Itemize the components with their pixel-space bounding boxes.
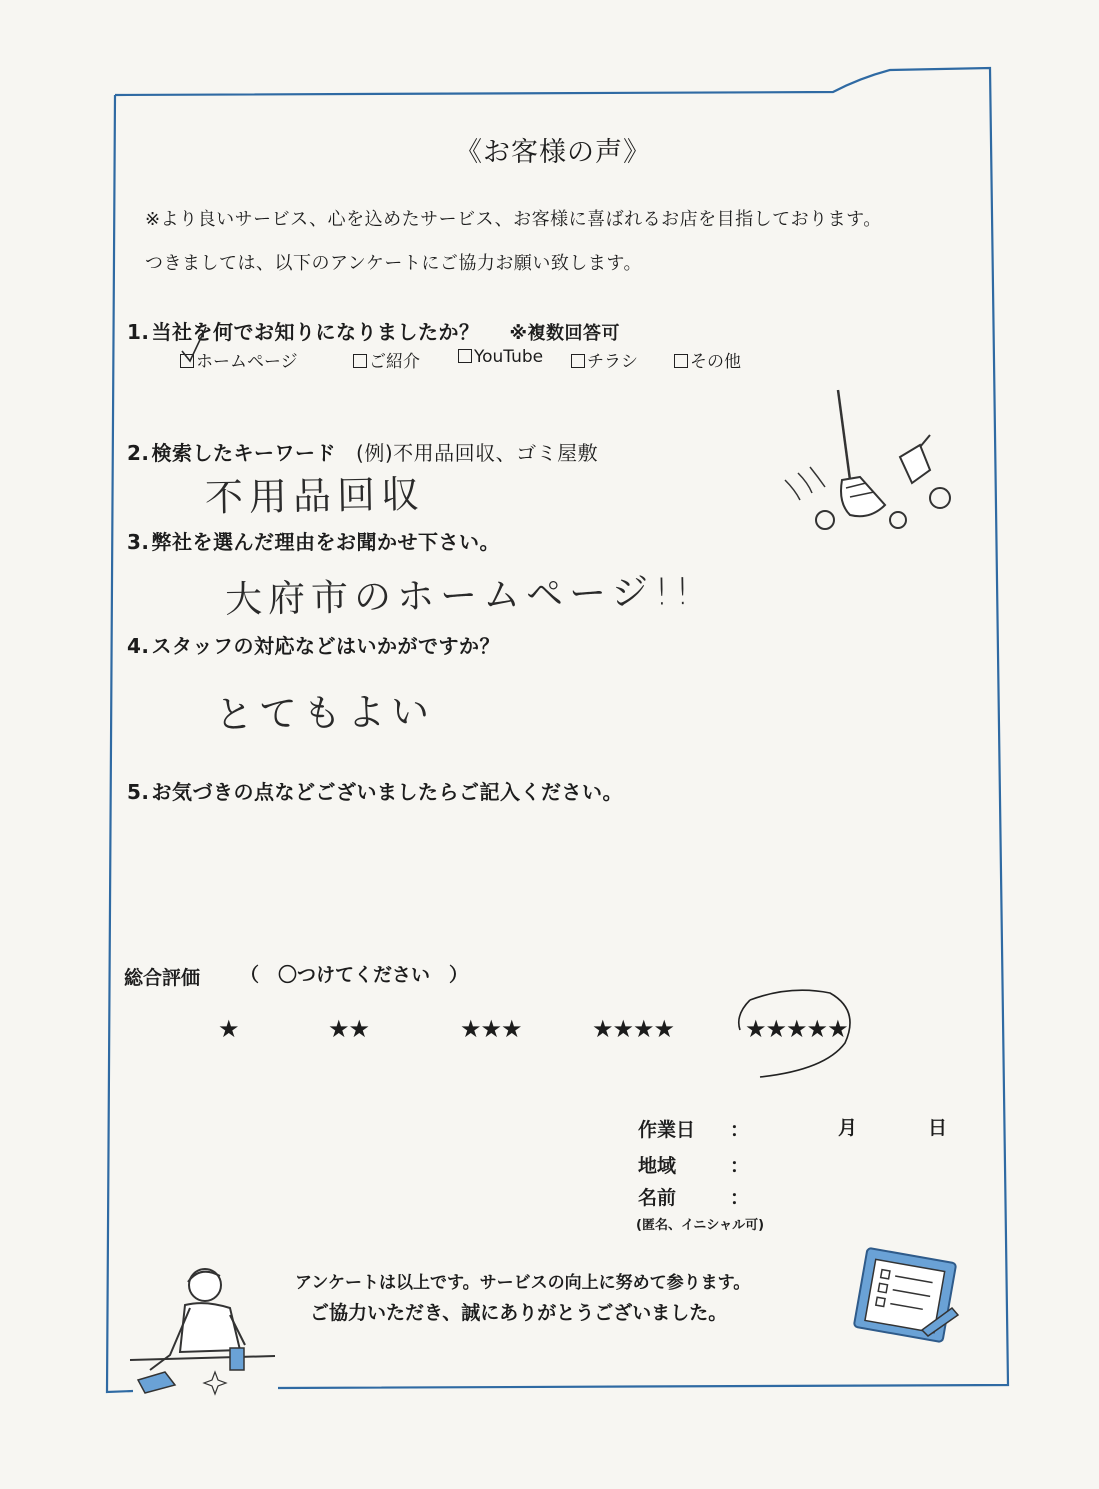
clipboard-icon [850, 1240, 960, 1345]
question-5: 5. お気づきの点などございましたらご記入ください。 [127, 780, 624, 804]
rating-option-4[interactable]: ★★★★ [592, 1015, 675, 1043]
option-other[interactable]: その他 [674, 347, 741, 372]
option-homepage[interactable]: ホームページ [180, 347, 298, 372]
option-youtube[interactable]: YouTube [458, 347, 543, 367]
checkbox-flyer [571, 354, 585, 368]
intro-line-1: ※より良いサービス、心を込めたサービス、お客様に喜ばれるお店を目指しております。 [145, 209, 882, 230]
checkbox-referral [353, 354, 367, 368]
rating-option-3[interactable]: ★★★ [460, 1015, 522, 1043]
name-label: 名前 [638, 1187, 677, 1209]
checkmark-icon [180, 325, 210, 365]
broom-dustpan-icon [780, 385, 960, 535]
answer-2-handwriting: 不用品回収 [204, 472, 426, 520]
closing-line-1: アンケートは以上です。サービスの向上に努めて参ります。 [295, 1273, 751, 1293]
intro-line-2: つきましては、以下のアンケートにご協力お願い致します。 [145, 253, 642, 274]
option-flyer[interactable]: チラシ [571, 347, 638, 372]
question-3: 3. 弊社を選んだ理由をお聞かせ下さい。 [127, 530, 501, 554]
checkbox-youtube [458, 349, 472, 363]
rating-label: 総合評価 [124, 967, 201, 989]
work-date-label: 作業日 [638, 1119, 696, 1141]
question-2: 2. 検索したキーワード (例)不用品回収、ゴミ屋敷 [127, 441, 599, 465]
option-referral[interactable]: ご紹介 [353, 347, 420, 372]
answer-3-handwriting: 大府市のホームページ!! [224, 569, 697, 622]
rating-option-5[interactable]: ★★★★★ [745, 1015, 848, 1043]
page-title: 《お客様の声》 [455, 137, 651, 168]
name-colon: ： [730, 1187, 750, 1209]
day-label: 日 [928, 1117, 948, 1139]
rating-hint: （ 〇つけてください ） [240, 964, 469, 986]
answer-4-handwriting: とてもよい [214, 689, 436, 737]
cleaning-person-icon [130, 1260, 280, 1400]
rating-option-1[interactable]: ★ [218, 1015, 239, 1043]
area-colon: ： [730, 1155, 750, 1177]
month-label: 月 [838, 1117, 858, 1139]
area-label: 地域 [638, 1155, 677, 1177]
rating-option-2[interactable]: ★★ [328, 1015, 370, 1043]
work-date-colon: ： [730, 1119, 750, 1141]
question-1: 1. 当社を何でお知りになりましたか？ ※複数回答可 [127, 320, 621, 344]
question-4: 4. スタッフの対応などはいかがですか？ [127, 634, 501, 658]
name-note: (匿名、イニシャル可) [636, 1218, 765, 1233]
selected-rating-circle [730, 985, 860, 1085]
closing-line-2: ご協力いただき、誠にありがとうございました。 [310, 1302, 728, 1324]
checkbox-other [674, 354, 688, 368]
